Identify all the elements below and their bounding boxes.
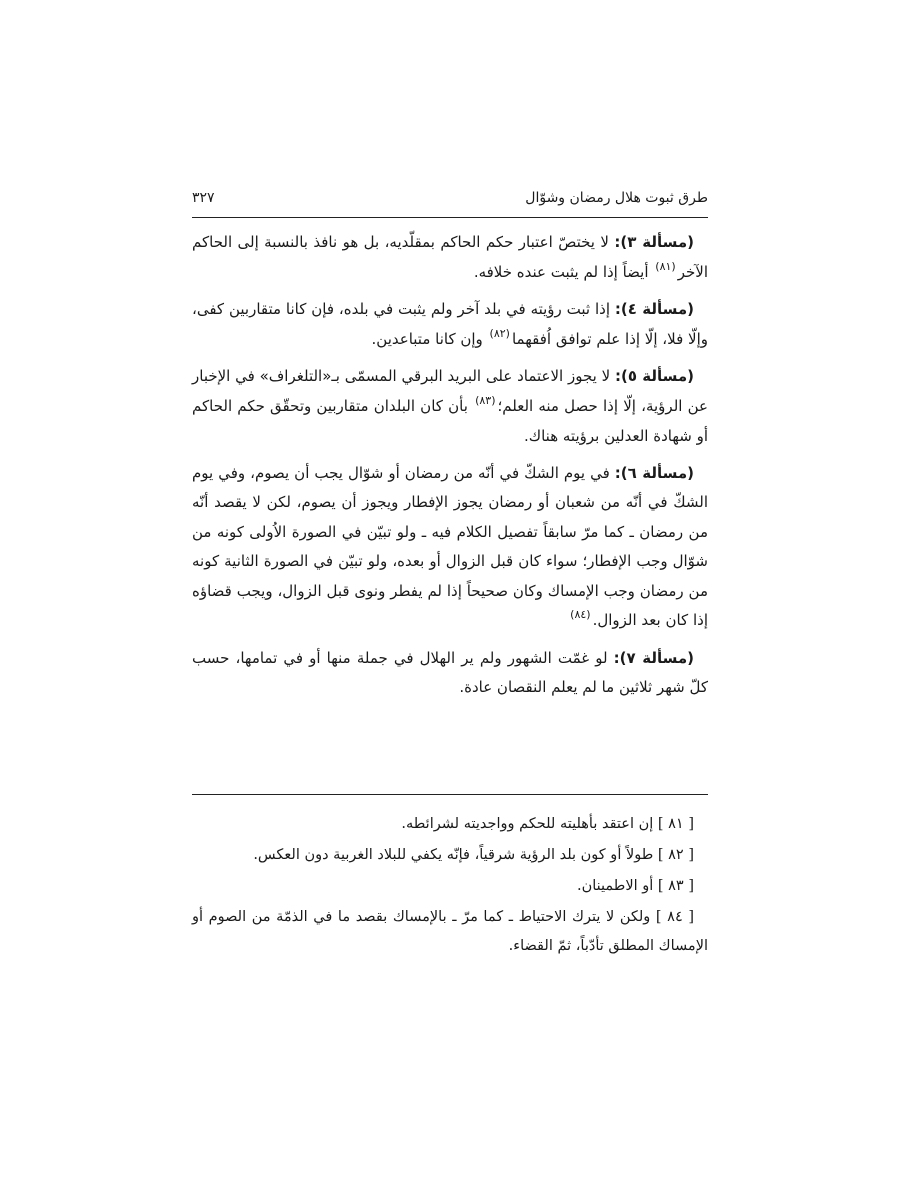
- footnote-84: [ ٨٤ ] ولكن لا يترك الاحتياط ـ كما مرّ ـ بالإمساك بقصد ما في الذمّة من الصوم أو الإمساك المطلق تأدّباً، ثمّ القضاء.: [192, 909, 708, 954]
- paragraph-text: لا يجوز الاعتماد على البريد البرقي المسمّى بـ«التلغراف» في الإخبار عن الرؤية، إلّا إذا حصل منه العلم؛: [192, 367, 708, 415]
- running-header: [192, 190, 708, 212]
- footnotes: [192, 810, 708, 963]
- footnote-ref: (٨٣): [475, 393, 496, 407]
- footnote-81: [ ٨١ ] إن اعتقد بأهليته للحكم وواجديته لشرائطه.: [401, 816, 694, 832]
- issue-label: (مسألة ٧):: [613, 648, 694, 667]
- paragraph-text: في يوم الشكّ في أنّه من رمضان أو شوّال يجب أن يصوم، وفي يوم الشكّ في أنّه من شعبان أو رمضان يجوز الإفطار ويجوز أن يصوم، لكن لا يقصد أنّه من رمضان ـ كما مرّ سابقاً تفصيل الكلام فيه ـ ولو تبيّن في الصورة الاُولى كونه من شوّال وجب الإفطار؛ سواء كان قبل الزوال أو بعده، ولو تبيّن في الصورة الثانية كونه من رمضان وجب الإمساك وكان صحيحاً إذا لم يفطر ونوى قبل الزوال، ويجب قضاؤه إذا كان بعد الزوال.: [192, 463, 708, 629]
- paragraph-masala-7: [192, 644, 708, 704]
- issue-label: (مسألة ٦):: [614, 463, 695, 482]
- paragraph-masala-6: [192, 459, 708, 637]
- paragraph-text: لا يختصّ اعتبار حكم الحاكم بمقلّديه، بل هو نافذ بالنسبة إلى الحاكم الآخر: [192, 233, 708, 281]
- paragraph-masala-4: [192, 295, 708, 355]
- main-text: [192, 228, 708, 711]
- paragraph-masala-3: [192, 228, 708, 288]
- paragraph-text-tail: أيضاً إذا لم يثبت عنده خلافه.: [473, 262, 654, 281]
- chapter-title: طرق ثبوت هلال رمضان وشوّال: [525, 190, 708, 206]
- paragraph-text-tail: بأن كان البلدان متقاربين وتحقّق حكم الحاكم أو شهادة العدلين برؤيته هناك.: [192, 396, 708, 445]
- footnote-ref: (٨١): [655, 259, 676, 273]
- paragraph-text-tail: وإن كانا متباعدين.: [371, 329, 488, 348]
- footnote-ref: (٨٤): [570, 608, 591, 621]
- page-number: ٣٢٧: [192, 190, 215, 206]
- paragraph-text: إذا ثبت رؤيته في بلد آخر ولم يثبت في بلده، فإن كانا متقاربين كفى، وإلّا فلا، إلّا إذا علم توافق اُفقهما: [192, 300, 708, 348]
- footnote-ref: [455, 675, 459, 688]
- footnote-rule: [192, 794, 708, 795]
- footnote-ref: (٨٢): [489, 326, 510, 340]
- issue-label: (مسألة ٤):: [614, 300, 694, 318]
- header-rule: [192, 217, 708, 218]
- footnote-82: [ ٨٢ ] طولاً أو كون بلد الرؤية شرقياً، فإنّه يكفي للبلاد الغربية دون العكس.: [253, 847, 694, 863]
- footnote-83: [ ٨٣ ] أو الاطمينان.: [576, 878, 694, 894]
- paragraph-text: لو غمّت الشهور ولم ير الهلال في جملة منها أو في تمامها، حسب كلّ شهر ثلاثين ما لم يعلم النقصان عادة.: [192, 648, 708, 696]
- issue-label: (مسألة ٥):: [614, 367, 694, 385]
- paragraph-masala-5: [192, 362, 708, 452]
- issue-label: (مسألة ٣):: [614, 233, 694, 251]
